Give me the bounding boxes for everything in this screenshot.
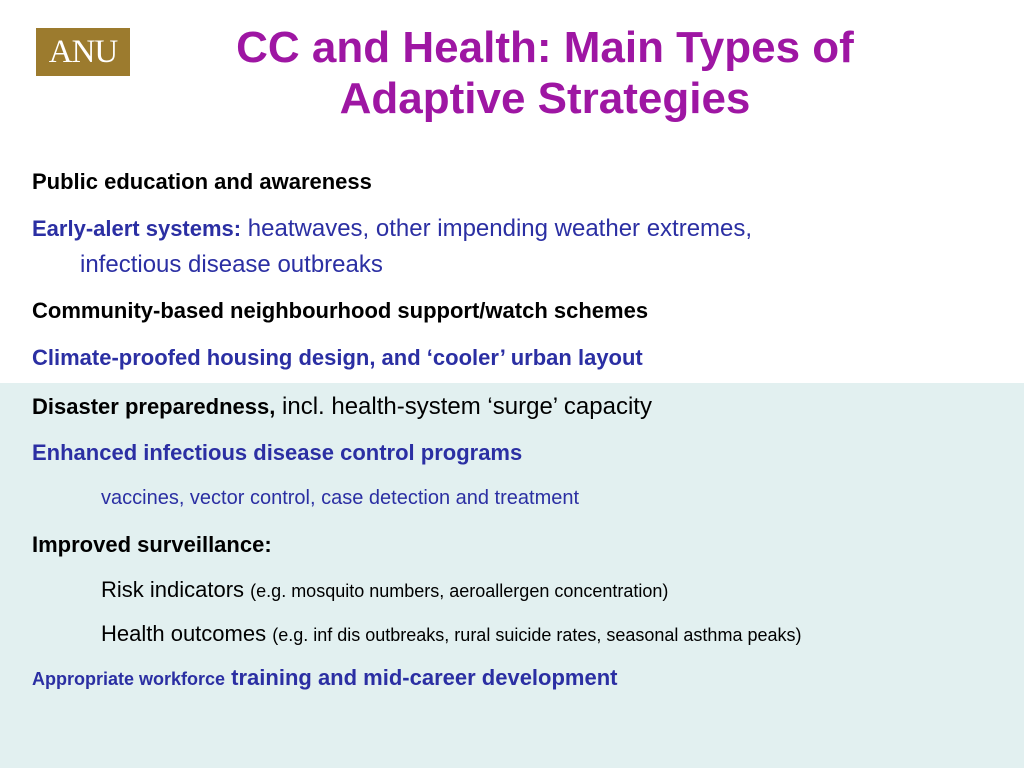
- early-alert-detail-continued: infectious disease outbreaks: [80, 251, 383, 278]
- anu-logo: ANU: [36, 28, 130, 76]
- risk-indicators-label: Risk indicators: [101, 577, 245, 602]
- early-alert-detail: heatwaves, other impending weather extremes,: [247, 215, 753, 242]
- title-line-1: CC and Health: Main Types of: [236, 23, 854, 72]
- workforce-detail: training and mid-career development: [231, 665, 618, 690]
- surveillance-health-outcomes: [101, 621, 801, 647]
- early-alert-label: Early-alert systems:: [32, 216, 242, 241]
- title-line-2: Adaptive Strategies: [339, 74, 751, 123]
- bullet-infectious-programs: Enhanced infectious disease control programs: [32, 440, 523, 465]
- health-outcomes-detail: (e.g. inf dis outbreaks, rural suicide rates, seasonal asthma peaks): [272, 625, 802, 645]
- disaster-label: Disaster preparedness,: [32, 394, 276, 419]
- health-outcomes-label: Health outcomes: [101, 621, 267, 646]
- workforce-label: Appropriate workforce: [32, 669, 226, 689]
- bullet-community-schemes: Community-based neighbourhood support/watch schemes: [32, 298, 649, 323]
- bullet-public-education: Public education and awareness: [32, 169, 372, 194]
- surveillance-risk-indicators: [101, 577, 668, 603]
- disaster-detail: incl. health-system ‘surge’ capacity: [282, 393, 652, 420]
- bullet-early-alert: [32, 215, 752, 243]
- bullet-workforce: [32, 665, 617, 691]
- risk-indicators-detail: (e.g. mosquito numbers, aeroallergen concentration): [250, 581, 669, 601]
- infectious-programs-sub: vaccines, vector control, case detection and treatment: [101, 487, 580, 509]
- bullet-disaster-preparedness: [32, 393, 652, 421]
- slide-title: [150, 22, 940, 124]
- bullet-improved-surveillance: Improved surveillance:: [32, 532, 272, 557]
- bullet-climate-housing: Climate-proofed housing design, and ‘cooler’ urban layout: [32, 345, 643, 370]
